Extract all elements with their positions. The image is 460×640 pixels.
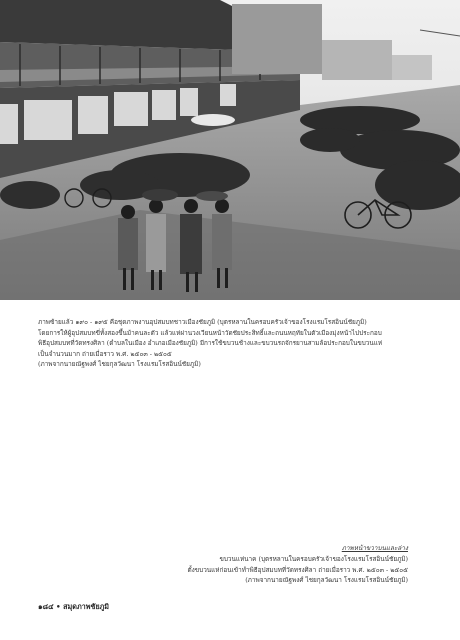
procession-photo [0,0,460,300]
caption-line: โดยการให้ผู้อุปสมบทขี่ทั้งสองขึ้นม้าคนละตัว แล้วแห่ผ่านวงเวียนหน้าวัดชัยประสิทธิ์และถนนหฤทัยในตัวเมืองมุ่งหน้าไปประกอบ [38,328,382,337]
caption-credit: (ภาพจากนายณัฐพงศ์ ไชยกุลวัฒนา โรงแรมโรสอินน์ชัยภูมิ) [38,360,201,369]
caption-line: ตั้งขบวนแห่ก่อนเข้าทำพิธีอุปสมบทที่วัดทรงศิลา ถ่ายเมื่อราว พ.ศ. ๒๕๐๓ - ๒๕๐๕ [187,565,408,574]
caption-credit: (ภาพจากนายณัฐพงศ์ ไชยกุลวัฒนา โรงแรมโรสอินน์ชัยภูมิ) [245,576,408,585]
caption-line: ภาพซ้ายแล้ว ๑๙๐ - ๑๙๕ คือชุดภาพงานอุปสมบทชาวเมืองชัยภูมิ (บุตรหลานในครอบครัวเจ้าของโรงแรมโรสอินน์ชัยภูมิ) [38,318,367,326]
caption-line: พิธีอุปสมบทที่วัดทรงศิลา (ตำบลในเมือง อำเภอเมืองชัยภูมิ) มีการใช้ขบวนช้างและขบวนรถจักรยานสามล้อประกอบในขบวนแห่ [38,339,383,348]
photo-illustration [0,0,460,300]
caption-line: เป็นจำนวนมาก ถ่ายเมื่อราว พ.ศ. ๒๕๐๓ - ๒๕๐๕ [38,349,172,358]
caption-line: ขบวนแห่นาค (บุตรหลานในครอบครัวเจ้าของโรงแรมโรสอินน์ชัยภูมิ) [219,554,408,563]
photo-caption [38,317,420,370]
page-folio: ๑๘๔ • สมุดภาพชัยภูมิ [38,602,110,611]
caption-heading: ภาพหน้าขวาบนและล่าง [341,544,408,552]
facing-page-caption [108,543,408,586]
distant-building [232,4,322,74]
